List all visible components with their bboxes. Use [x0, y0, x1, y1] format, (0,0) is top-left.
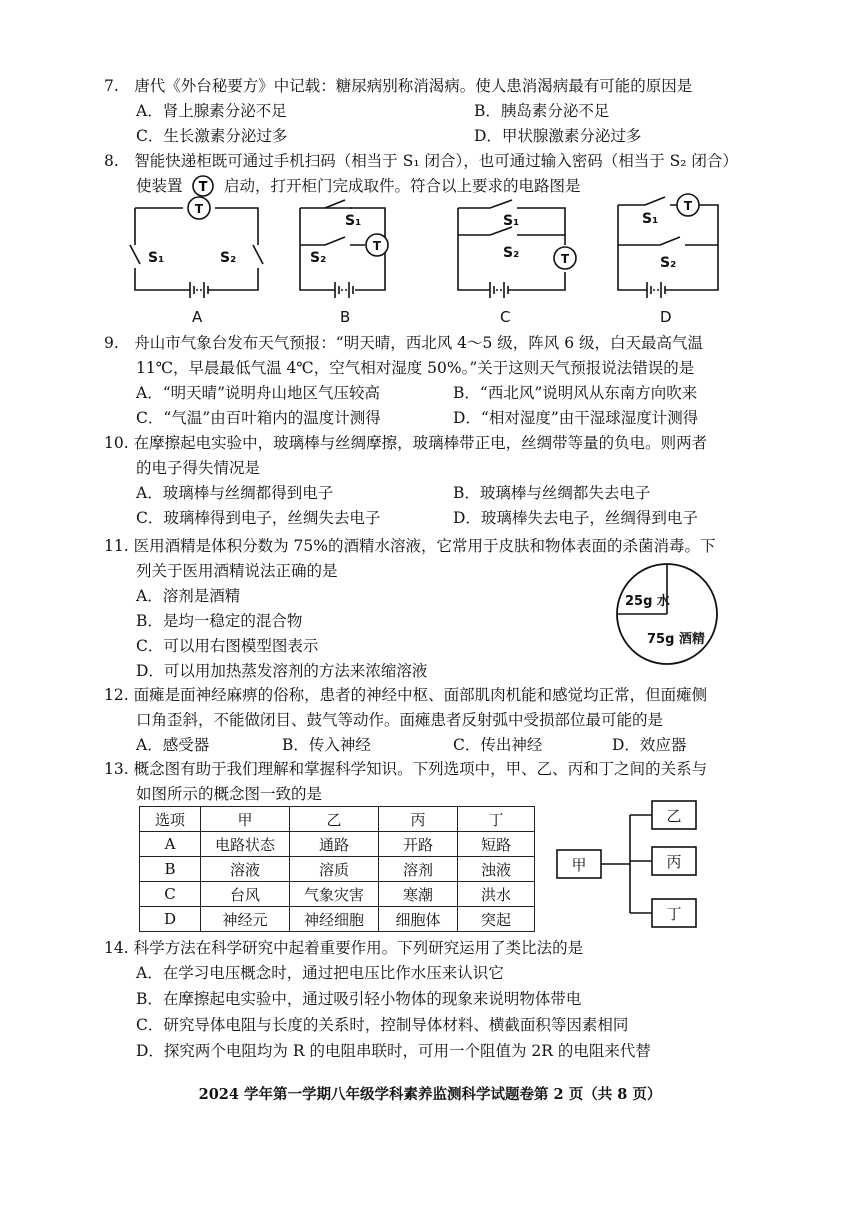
- table-header-cell: 丁: [458, 807, 535, 832]
- q13-stem-line2: 如图所示的概念图一致的是: [136, 785, 323, 803]
- q11-stem-line1: 11. 医用酒精是体积分数为 75%的酒精水溶液，它常用于皮肤和物体表面的杀菌消毒。下: [104, 537, 716, 555]
- diagram-node-yi: 乙: [666, 807, 682, 825]
- circuit-label-a: A: [192, 308, 203, 325]
- q8-stem-line2a: 使装置: [136, 177, 183, 195]
- q14-option-c: C．研究导体电阻与长度的关系时，控制导体材料、横截面积等因素相同: [136, 1016, 629, 1034]
- table-cell: 通路: [290, 832, 379, 857]
- q13-table: [139, 806, 535, 932]
- q8-circuit-diagrams: [120, 190, 780, 325]
- q10-stem-line1: 10. 在摩擦起电实验中，玻璃棒与丝绸摩擦，玻璃棒带正电，丝绸带等量的负电。则两者: [104, 434, 708, 452]
- q11-stem-line2: 列关于医用酒精说法正确的是: [136, 562, 338, 580]
- q12-stem-line1: 12. 面瘫是面神经麻痹的俗称，患者的神经中枢、面部肌肉机能和感觉均正常，但面瘫侧: [104, 686, 708, 704]
- q10-option-c: C．玻璃棒得到电子，丝绸失去电子: [136, 509, 381, 527]
- table-cell: B: [140, 857, 201, 882]
- circuit-c-s1: S₁: [503, 213, 520, 229]
- q7-option-b: B．胰岛素分泌不足: [474, 102, 610, 120]
- q10-stem-line2: 的电子得失情况是: [136, 459, 261, 477]
- q11-option-b: B．是均一稳定的混合物: [136, 612, 303, 630]
- table-cell: 开路: [379, 832, 458, 857]
- q9-stem-line1: 9. 舟山市气象台发布天气预报：“明天晴，西北风 4～5 级，阵风 6 级，白天最高气温: [104, 334, 704, 352]
- table-cell: 神经元: [201, 907, 290, 932]
- table-cell: 浊液: [458, 857, 535, 882]
- q12-option-a: A．感受器: [136, 736, 210, 754]
- q12-option-d: D．效应器: [612, 736, 687, 754]
- circuit-b-s1: S₁: [345, 213, 362, 229]
- q10-option-d: D．玻璃棒失去电子，丝绸得到电子: [453, 509, 698, 527]
- circuit-b-device: T: [372, 239, 382, 253]
- diagram-node-ding: 丁: [666, 905, 682, 923]
- table-cell: D: [140, 907, 201, 932]
- table-cell: 寒潮: [379, 882, 458, 907]
- q11-option-d: D．可以用加热蒸发溶剂的方法来浓缩溶液: [136, 662, 428, 680]
- q7-option-a: A．肾上腺素分泌不足: [136, 102, 287, 120]
- table-cell: 神经细胞: [290, 907, 379, 932]
- table-row: [140, 857, 535, 882]
- page-footer: 2024 学年第一学期八年级学科素养监测科学试题卷第 2 页（共 8 页）: [198, 1086, 662, 1103]
- circuit-a-device: T: [194, 202, 204, 216]
- circuit-b-s2: S₂: [310, 250, 327, 266]
- table-cell: 突起: [458, 907, 535, 932]
- pie-water-label: 25g 水: [625, 594, 670, 609]
- circuit-c-device: T: [560, 252, 570, 266]
- q14-stem: 14. 科学方法在科学研究中起着重要作用。下列研究运用了类比法的是: [104, 939, 584, 957]
- table-row: [140, 907, 535, 932]
- q10-option-b: B．玻璃棒与丝绸都失去电子: [453, 484, 651, 502]
- q9-stem-line2: 11℃，早晨最低气温 4℃，空气相对湿度 50%。”关于这则天气预报说法错误的是: [136, 359, 695, 377]
- table-header-cell: 甲: [201, 807, 290, 832]
- q10-option-a: A．玻璃棒与丝绸都得到电子: [136, 484, 334, 502]
- q9-option-c: C．“气温”由百叶箱内的温度计测得: [136, 409, 381, 427]
- q13-stem-line1: 13. 概念图有助于我们理解和掌握科学知识。下列选项中，甲、乙、丙和丁之间的关系与: [104, 760, 708, 778]
- q9-option-a: A．“明天晴”说明舟山地区气压较高: [136, 384, 381, 402]
- diagram-node-jia: 甲: [571, 856, 587, 874]
- q7-option-c: C．生长激素分泌过多: [136, 127, 288, 145]
- svg-text:T: T: [198, 180, 208, 195]
- q14-option-a: A．在学习电压概念时，通过把电压比作水压来认识它: [136, 964, 504, 982]
- q7-option-d: D．甲状腺激素分泌过多: [474, 127, 642, 145]
- circuit-d-s1: S₁: [642, 211, 659, 227]
- q8-stem-line2b: 启动，打开柜门完成取件。符合以上要求的电路图是: [224, 177, 581, 195]
- table-header-cell: 乙: [290, 807, 379, 832]
- table-header-cell: 选项: [140, 807, 201, 832]
- q7-stem: 7. 唐代《外台秘要方》中记载：糖尿病别称消渴病。使人患消渴病最有可能的原因是: [104, 77, 693, 95]
- table-row: [140, 882, 535, 907]
- table-cell: 溶液: [201, 857, 290, 882]
- diagram-node-bing: 丙: [666, 853, 682, 871]
- q11-option-c: C．可以用右图模型图表示: [136, 637, 319, 655]
- q11-option-a: A．溶剂是酒精: [136, 587, 241, 605]
- table-cell: C: [140, 882, 201, 907]
- q9-option-d: D．“相对湿度”由干湿球湿度计测得: [453, 409, 699, 427]
- circuit-label-d: D: [660, 308, 672, 325]
- table-cell: 电路状态: [201, 832, 290, 857]
- q14-option-d: D．探究两个电阻均为 R 的电阻串联时，可用一个阻值为 2R 的电阻来代替: [136, 1042, 651, 1060]
- table-header-cell: 丙: [379, 807, 458, 832]
- table-header-row: [140, 807, 535, 832]
- circuit-d-device: T: [683, 199, 693, 213]
- q14-option-b: B．在摩擦起电实验中，通过吸引轻小物体的现象来说明物体带电: [136, 990, 582, 1008]
- table-cell: 溶质: [290, 857, 379, 882]
- table-cell: 短路: [458, 832, 535, 857]
- table-cell: 洪水: [458, 882, 535, 907]
- table-cell: 溶剂: [379, 857, 458, 882]
- pie-alcohol-label: 75g 酒精: [647, 632, 705, 647]
- q9-option-b: B．“西北风”说明风从东南方向吹来: [453, 384, 698, 402]
- circuit-d-s2: S₂: [660, 255, 677, 271]
- table-cell: 气象灾害: [290, 882, 379, 907]
- q12-stem-line2: 口角歪斜，不能做闭目、鼓气等动作。面瘫患者反射弧中受损部位最可能的是: [136, 711, 664, 729]
- table-cell: 台风: [201, 882, 290, 907]
- circuit-label-b: B: [340, 308, 351, 325]
- circuit-a-s1: S₁: [148, 250, 165, 266]
- q11-pie-model: [612, 560, 722, 668]
- table-cell: 细胞体: [379, 907, 458, 932]
- circuit-c-s2: S₂: [503, 245, 520, 261]
- q8-stem-line1: 8. 智能快递柜既可通过手机扫码（相当于 S₁ 闭合），也可通过输入密码（相当于 S₂ 闭合）: [104, 152, 738, 170]
- table-row: [140, 832, 535, 857]
- circuit-a-s2: S₂: [220, 250, 237, 266]
- circuit-label-c: C: [500, 308, 511, 325]
- q13-concept-diagram: [552, 795, 702, 935]
- q12-option-c: C．传出神经: [453, 736, 543, 754]
- q12-option-b: B．传入神经: [282, 736, 371, 754]
- table-cell: A: [140, 832, 201, 857]
